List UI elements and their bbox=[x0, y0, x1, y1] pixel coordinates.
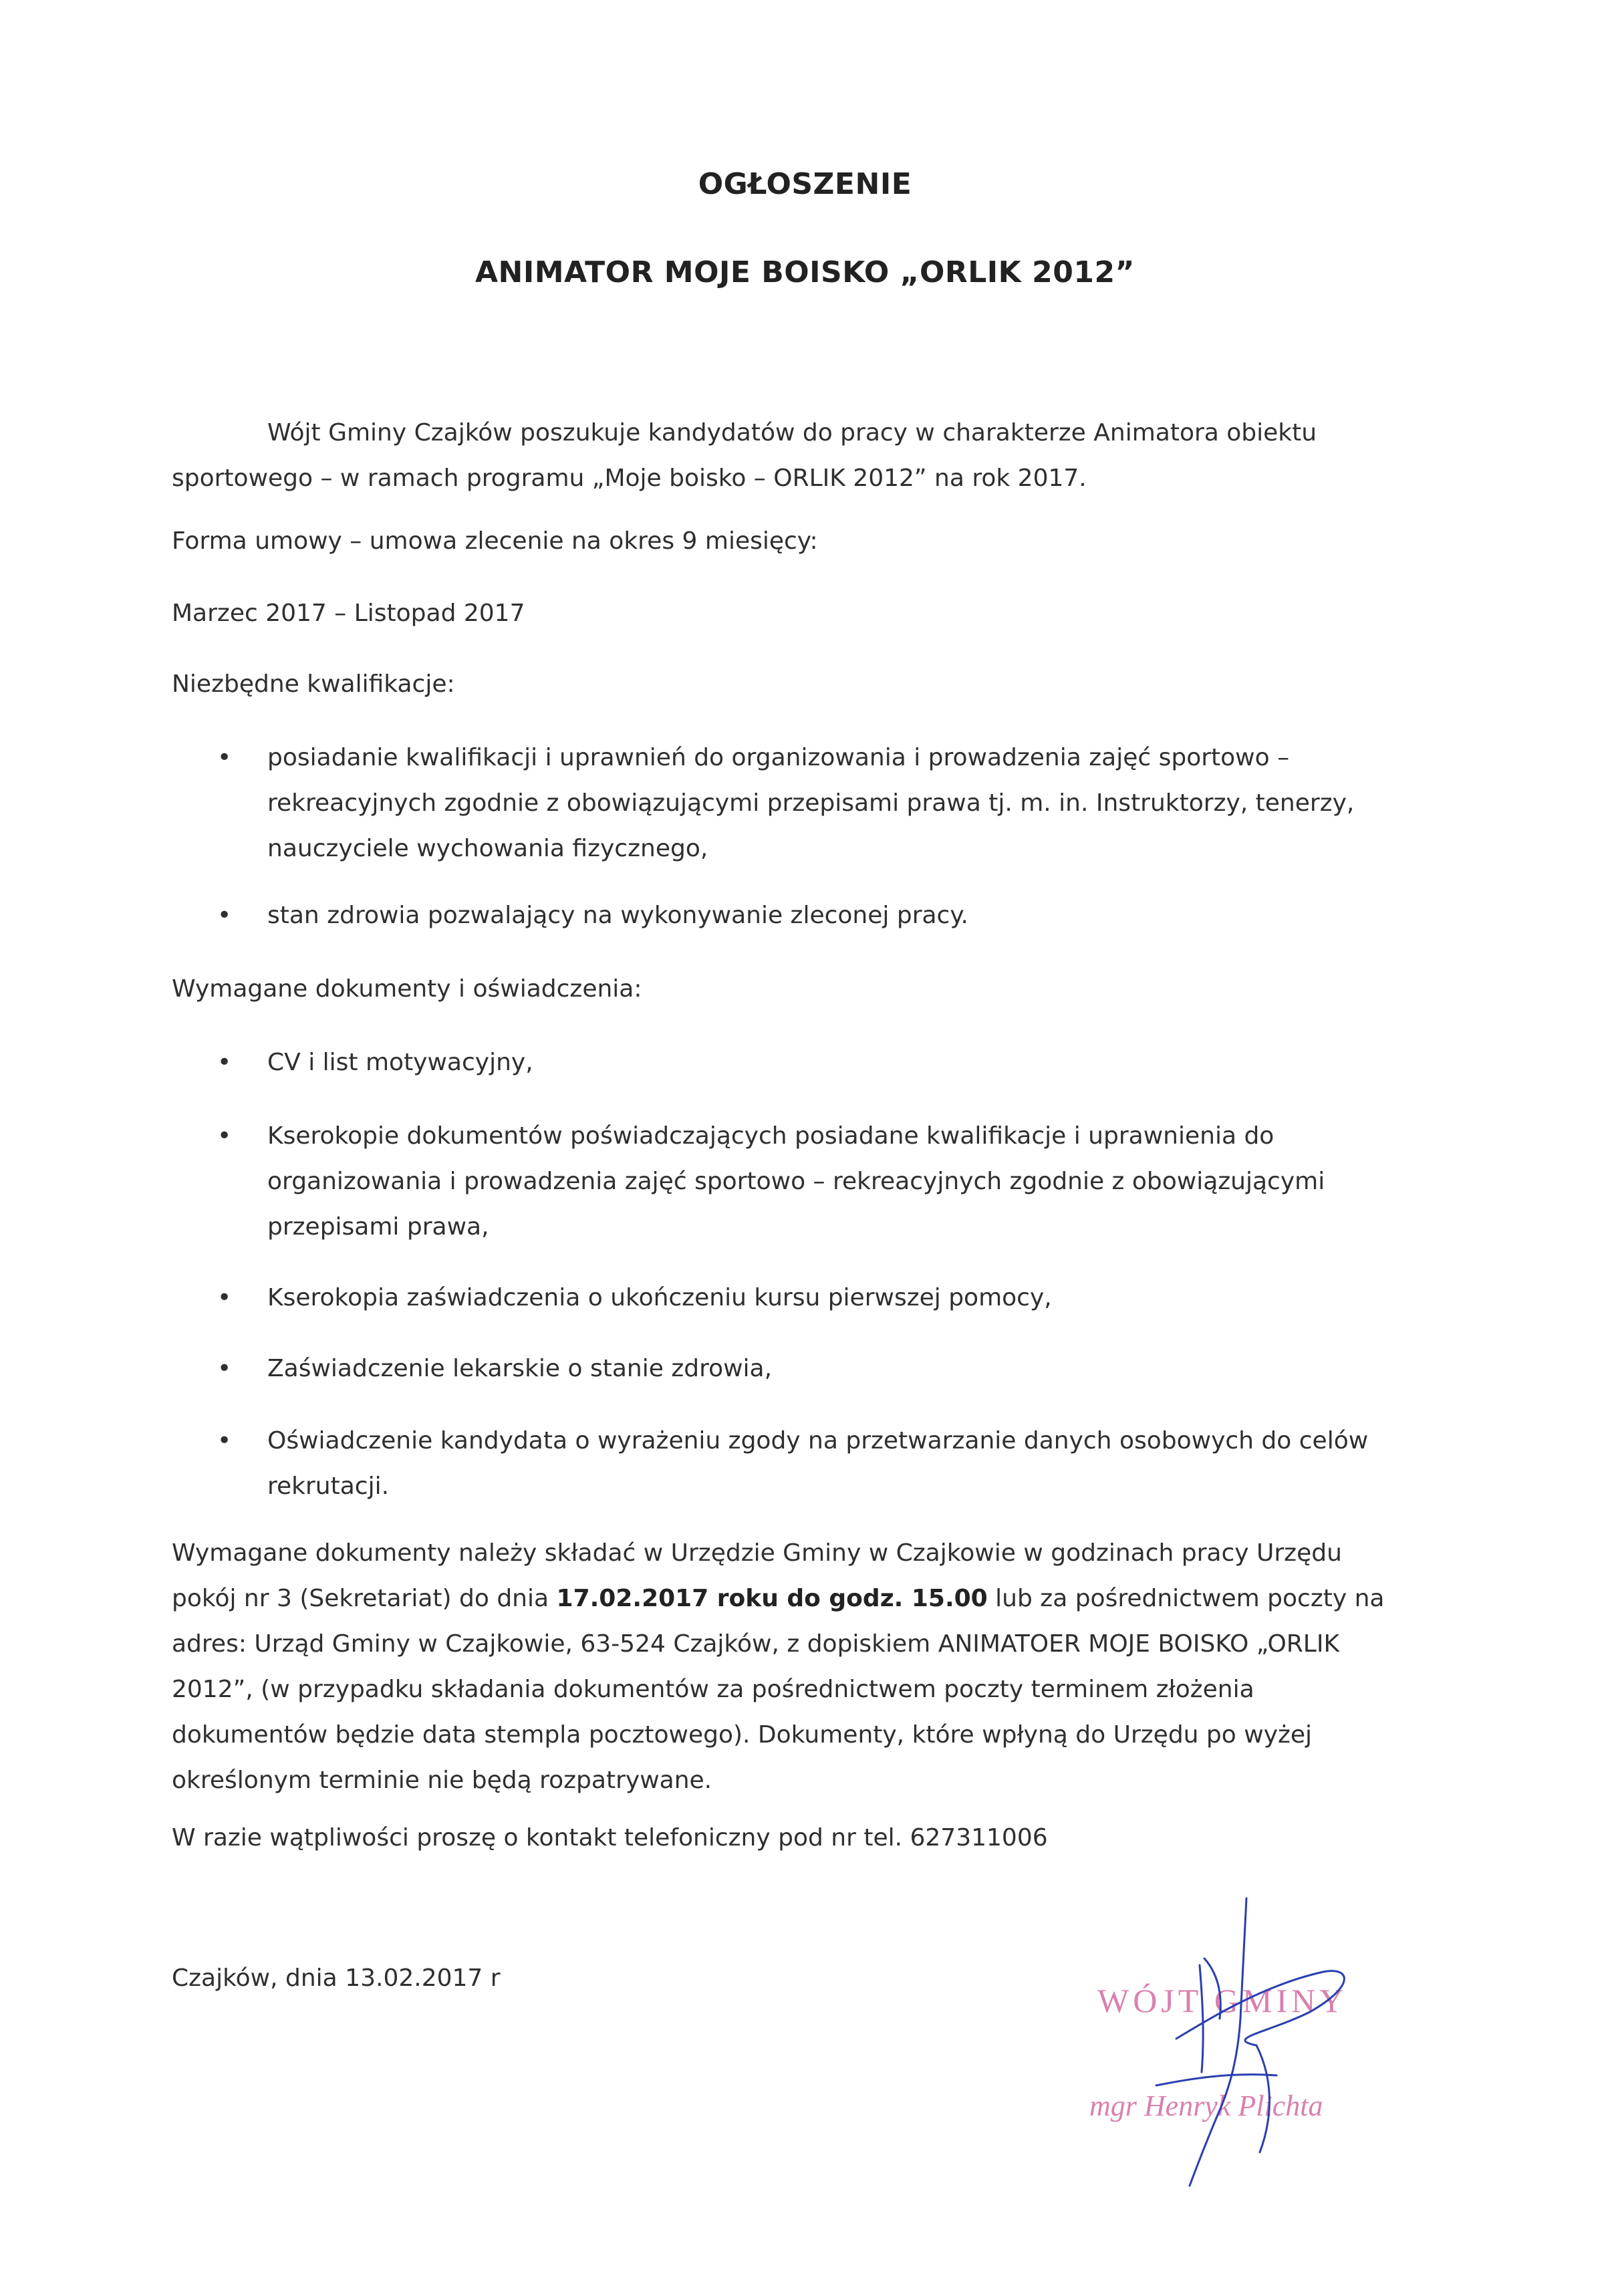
submission-line: Wymagane dokumenty należy składać w Urzędzie Gminy w Czajkowie w godzinach pracy Urzędu bbox=[172, 1539, 1342, 1567]
document-line: rekrutacji. bbox=[267, 1473, 390, 1500]
document-subtitle: ANIMATOR MOJE BOISKO „ORLIK 2012” bbox=[475, 255, 1135, 289]
document-line: organizowania i prowadzenia zajęć sportowo – rekreacyjnych zgodnie z obowiązującymi bbox=[267, 1168, 1325, 1195]
bullet-icon: • bbox=[217, 1355, 232, 1382]
stamp-name: mgr Henryk Plichta bbox=[1089, 2089, 1323, 2122]
bullet-icon: • bbox=[217, 902, 232, 929]
document-title: OGŁOSZENIE bbox=[698, 167, 912, 201]
submission-line: 2012”, (w przypadku składania dokumentów za pośrednictwem poczty terminem złożenia bbox=[172, 1676, 1254, 1703]
submission-paragraph bbox=[172, 1531, 1384, 1803]
stamp-title: WÓJT GMINY bbox=[1097, 1982, 1348, 2019]
submission-text: pokój nr 3 (Sekretariat) do dnia bbox=[172, 1585, 557, 1612]
qualifications-heading: Niezbędne kwalifikacje: bbox=[172, 670, 455, 698]
document-line: Zaświadczenie lekarskie o stanie zdrowia, bbox=[267, 1355, 773, 1382]
document-item-text bbox=[267, 1275, 1052, 1321]
document-line: przepisami prawa, bbox=[267, 1213, 489, 1241]
submission-line: dokumentów będzie data stempla pocztowego). Dokumenty, które wpłyną do Urzędu po wyżej bbox=[172, 1721, 1313, 1749]
contract-form-text: Forma umowy – umowa zlecenie na okres 9 miesięcy: bbox=[172, 527, 818, 555]
handwritten-signature bbox=[1056, 1885, 1430, 2199]
contract-period-text: Marzec 2017 – Listopad 2017 bbox=[172, 600, 525, 627]
intro-line-2: sportowego – w ramach programu „Moje boisko – ORLIK 2012” na rok 2017. bbox=[172, 465, 1087, 492]
document-line: Oświadczenie kandydata o wyrażeniu zgody na przetwarzanie danych osobowych do celów bbox=[267, 1427, 1369, 1454]
submission-text: lub za pośrednictwem poczty na bbox=[987, 1585, 1385, 1612]
document-item-text bbox=[267, 1040, 533, 1086]
bullet-icon: • bbox=[217, 1284, 232, 1311]
bullet-icon: • bbox=[217, 744, 232, 771]
qualification-line: nauczyciele wychowania fizycznego, bbox=[267, 835, 708, 862]
submission-line bbox=[172, 1576, 1384, 1622]
bullet-icon: • bbox=[217, 1122, 232, 1150]
intro-line-1: Wójt Gminy Czajków poszukuje kandydatów do pracy w charakterze Animatora obiektu bbox=[267, 419, 1317, 447]
document-item-text bbox=[267, 1418, 1368, 1509]
documents-heading: Wymagane dokumenty i oświadczenia: bbox=[172, 975, 642, 1003]
signature-graphic bbox=[1056, 1885, 1430, 2199]
qualification-line: posiadanie kwalifikacji i uprawnień do organizowania i prowadzenia zajęć sportowo – bbox=[267, 744, 1290, 771]
qualification-item-text bbox=[267, 735, 1354, 872]
submission-line: określonym terminie nie będą rozpatrywane. bbox=[172, 1767, 712, 1794]
bullet-icon: • bbox=[217, 1049, 232, 1076]
qualification-line: rekreacyjnych zgodnie z obowiązującymi przepisami prawa tj. m. in. Instruktorzy, tenerzy, bbox=[267, 789, 1355, 817]
qualification-item-text bbox=[267, 893, 968, 938]
bullet-icon: • bbox=[217, 1427, 232, 1454]
submission-line: adres: Urząd Gminy w Czajkowie, 63-524 Czajków, z dopiskiem ANIMATOER MOJE BOISKO „ORLIK bbox=[172, 1630, 1340, 1658]
place-date-text: Czajków, dnia 13.02.2017 r bbox=[172, 1964, 501, 1992]
document-item-text bbox=[267, 1346, 772, 1392]
document-item-text bbox=[267, 1114, 1325, 1250]
deadline-text: 17.02.2017 roku do godz. 15.00 bbox=[556, 1585, 988, 1612]
document-line: Kserokopia zaświadczenia o ukończeniu kursu pierwszej pomocy, bbox=[267, 1284, 1052, 1311]
document-line: CV i list motywacyjny, bbox=[267, 1049, 533, 1076]
contact-text: W razie wątpliwości proszę o kontakt telefoniczny pod nr tel. 627311006 bbox=[172, 1824, 1048, 1852]
document-line: Kserokopie dokumentów poświadczających posiadane kwalifikacje i uprawnienia do bbox=[267, 1122, 1274, 1150]
qualification-line: stan zdrowia pozwalający na wykonywanie zleconej pracy. bbox=[267, 902, 968, 929]
